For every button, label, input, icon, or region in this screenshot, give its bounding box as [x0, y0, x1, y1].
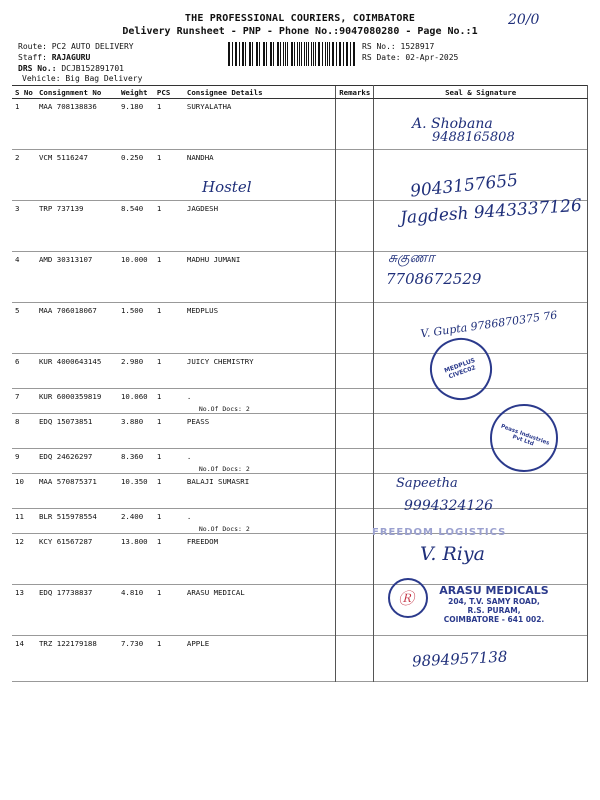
- cell-consignment: [36, 150, 118, 201]
- cell-weight: [118, 414, 154, 449]
- stamp-freedom: FREEDOM LOGISTICS: [372, 527, 507, 538]
- cell-weight: [118, 389, 154, 414]
- cell-weight-text: 1.500: [120, 306, 144, 315]
- header-pcs: PCS: [154, 86, 184, 99]
- header-consignment: Consignment No: [36, 86, 118, 99]
- cell-weight: [118, 585, 154, 636]
- cell-consignee-text: MADHU JUMANI: [186, 255, 241, 264]
- cell-consignee: [184, 99, 336, 150]
- cell-weight-text: 9.180: [120, 102, 144, 111]
- cell-weight: [118, 303, 154, 354]
- drs-value: DCJB152891701: [61, 64, 124, 73]
- stamp-peass: [490, 404, 558, 472]
- cell-sno: [12, 252, 36, 303]
- route-value: PC2 AUTO DELIVERY: [51, 42, 134, 51]
- cell-sno: [12, 585, 36, 636]
- cell-sno: [12, 389, 36, 414]
- cell-sno-text: 8: [15, 417, 20, 426]
- cell-pcs-text: 1: [156, 357, 162, 366]
- docs-count: No.Of Docs: 2: [198, 525, 250, 533]
- cell-pcs: [154, 99, 184, 150]
- cell-consignment-text: EDQ 17738837: [38, 588, 93, 597]
- cell-consignee: [184, 509, 336, 534]
- cell-pcs-text: 1: [156, 588, 162, 597]
- stamp-arasu-logo: [388, 578, 428, 618]
- cell-pcs: [154, 354, 184, 389]
- cell-consignment: [36, 474, 118, 509]
- cell-weight: [118, 474, 154, 509]
- arasu-logo-icon: Ⓡ: [398, 589, 415, 608]
- cell-sno: [12, 354, 36, 389]
- stamp-arasu-line3: COIMBATORE - 641 002.: [443, 615, 545, 624]
- cell-consignee: [184, 636, 336, 682]
- cell-remarks: [336, 201, 374, 252]
- cell-consignee: [184, 252, 336, 303]
- cell-pcs-text: 1: [156, 204, 162, 213]
- consignee-row-2-note: Hostel: [202, 178, 252, 196]
- cell-sno-text: 13: [15, 588, 24, 597]
- cell-consignee: [184, 474, 336, 509]
- cell-consignment: [36, 303, 118, 354]
- cell-remarks: [336, 474, 374, 509]
- staff-value: RAJAGURU: [51, 53, 91, 62]
- cell-weight: [118, 636, 154, 682]
- cell-pcs: [154, 201, 184, 252]
- cell-sno-text: 12: [15, 537, 24, 546]
- cell-remarks: [336, 389, 374, 414]
- cell-consignee-text: .: [186, 452, 192, 461]
- cell-weight: [118, 201, 154, 252]
- signature-row-2-phone: 9043157655: [409, 170, 519, 202]
- cell-sno-text: 7: [15, 392, 20, 401]
- cell-weight: [118, 99, 154, 150]
- cell-consignment: [36, 414, 118, 449]
- header-remarks: Remarks: [336, 86, 374, 99]
- cell-pcs-text: 1: [156, 417, 162, 426]
- cell-sno-text: 11: [15, 512, 24, 521]
- cell-pcs: [154, 449, 184, 474]
- barcode-bar: [304, 42, 305, 66]
- cell-consignment-text: TRZ 122179188: [38, 639, 97, 648]
- stamp-arasu-line1: 204, T.V. SAMY ROAD,: [448, 597, 540, 606]
- cell-weight-text: 10.350: [120, 477, 148, 486]
- cell-weight: [118, 150, 154, 201]
- vehicle-value: Big Bag Delivery: [65, 74, 143, 83]
- cell-sno: [12, 636, 36, 682]
- cell-weight-text: 7.730: [120, 639, 144, 648]
- cell-consignee-text: .: [186, 392, 192, 401]
- staff-line: [18, 52, 90, 63]
- cell-pcs: [154, 509, 184, 534]
- cell-consignee: [184, 303, 336, 354]
- cell-consignee-text: BALAJI SUMASRI: [186, 477, 250, 486]
- cell-remarks: [336, 585, 374, 636]
- cell-consignment-text: BLR 515978554: [38, 512, 97, 521]
- cell-weight-text: 13.800: [120, 537, 148, 546]
- cell-weight: [118, 509, 154, 534]
- cell-consignment-text: KCY 61567287: [38, 537, 93, 546]
- cell-pcs-text: 1: [156, 477, 162, 486]
- cell-consignee: [184, 414, 336, 449]
- cell-weight-text: 2.400: [120, 512, 144, 521]
- cell-weight-text: 8.360: [120, 452, 144, 461]
- stamp-medplus-text: MEDPLUS CIVEC02: [443, 356, 477, 381]
- table-row: [12, 534, 588, 585]
- cell-sno: [12, 449, 36, 474]
- cell-sno: [12, 534, 36, 585]
- cell-consignment-text: TRP 737139: [38, 204, 84, 213]
- signature-row-5: V. Gupta 9786870375 76: [419, 308, 559, 341]
- cell-remarks: [336, 303, 374, 354]
- signature-row-3: Jagdesh 9443337126: [399, 195, 583, 229]
- cell-consignee-text: FREEDOM: [186, 537, 219, 546]
- table-row: [12, 252, 588, 303]
- cell-consignee: [184, 201, 336, 252]
- cell-seal-signature: [374, 449, 588, 474]
- cell-pcs: [154, 636, 184, 682]
- cell-sno: [12, 150, 36, 201]
- cell-remarks: [336, 534, 374, 585]
- cell-pcs-text: 1: [156, 537, 162, 546]
- cell-remarks: [336, 449, 374, 474]
- cell-pcs: [154, 303, 184, 354]
- docs-count: No.Of Docs: 2: [198, 465, 250, 473]
- cell-consignment: [36, 509, 118, 534]
- signature-row-10-name: Sapeetha: [396, 476, 458, 491]
- cell-consignment: [36, 389, 118, 414]
- cell-consignee: [184, 585, 336, 636]
- cell-weight: [118, 449, 154, 474]
- cell-weight: [118, 354, 154, 389]
- cell-pcs: [154, 534, 184, 585]
- cell-remarks: [336, 150, 374, 201]
- cell-weight: [118, 252, 154, 303]
- signature-row-4-phone: 7708672529: [386, 270, 482, 288]
- cell-weight-text: 10.060: [120, 392, 148, 401]
- rs-date-label: RS Date:: [362, 53, 401, 62]
- cell-consignee: [184, 449, 336, 474]
- cell-consignment-text: KUR 6000359819: [38, 392, 102, 401]
- stamp-arasu-name: ARASU MEDICALS: [439, 584, 549, 597]
- cell-consignment-text: AMD 30313107: [38, 255, 93, 264]
- cell-consignee-text: JAGDESH: [186, 204, 219, 213]
- cell-remarks: [336, 636, 374, 682]
- cell-pcs-text: 1: [156, 153, 162, 162]
- cell-consignment-text: EDQ 15073851: [38, 417, 93, 426]
- cell-pcs: [154, 474, 184, 509]
- cell-sno-text: 1: [15, 102, 20, 111]
- barcode-bar: [339, 42, 340, 66]
- cell-consignment: [36, 449, 118, 474]
- cell-weight-text: 3.880: [120, 417, 144, 426]
- table-row: [12, 474, 588, 509]
- cell-consignment: [36, 201, 118, 252]
- cell-consignee: [184, 534, 336, 585]
- cell-weight-text: 8.540: [120, 204, 144, 213]
- cell-remarks: [336, 354, 374, 389]
- cell-sno: [12, 99, 36, 150]
- signature-row-1-name: A. Shobana: [412, 116, 493, 132]
- vehicle-label: Vehicle:: [22, 74, 61, 83]
- table-row: [12, 354, 588, 389]
- cell-consignee-text: MEDPLUS: [186, 306, 219, 315]
- rs-no-line: [362, 41, 434, 52]
- cell-sno: [12, 303, 36, 354]
- barcode-bar: [319, 42, 320, 66]
- cell-consignment: [36, 534, 118, 585]
- vehicle-line: [22, 73, 142, 84]
- runsheet-subtitle: Delivery Runsheet - PNP - Phone No.:9047080280 - Page No.:1: [122, 26, 478, 37]
- barcode-bar: [252, 42, 253, 66]
- cell-pcs: [154, 252, 184, 303]
- signature-row-14: 9894957138: [411, 647, 508, 671]
- cell-weight-text: 2.980: [120, 357, 144, 366]
- cell-weight: [118, 534, 154, 585]
- cell-pcs-text: 1: [156, 512, 162, 521]
- cell-pcs: [154, 414, 184, 449]
- cell-consignment-text: VCM 5116247: [38, 153, 88, 162]
- barcode-bar: [270, 42, 271, 66]
- header-seal-signature: Seal & Signature: [374, 86, 588, 99]
- staff-label: Staff:: [18, 53, 47, 62]
- cell-remarks: [336, 414, 374, 449]
- cell-sno-text: 4: [15, 255, 20, 264]
- cell-consignment: [36, 585, 118, 636]
- route-label: Route:: [18, 42, 47, 51]
- cell-remarks: [336, 252, 374, 303]
- stamp-peass-text: Peass Industries Pvt Ltd: [499, 423, 551, 448]
- cell-sno-text: 2: [15, 153, 20, 162]
- cell-remarks: [336, 509, 374, 534]
- cell-remarks: [336, 99, 374, 150]
- rs-no-value: 1528917: [400, 42, 435, 51]
- cell-weight-text: 0.250: [120, 153, 144, 162]
- drs-label: DRS No.:: [18, 64, 57, 73]
- cell-weight-text: 10.000: [120, 255, 148, 264]
- table-row: [12, 389, 588, 414]
- cell-consignee-text: PEASS: [186, 417, 210, 426]
- docs-count: No.Of Docs: 2: [198, 405, 250, 413]
- cell-pcs-text: 1: [156, 452, 162, 461]
- stamp-arasu-line2: R.S. PURAM,: [467, 606, 521, 615]
- header-sno: S No: [12, 86, 36, 99]
- cell-pcs: [154, 389, 184, 414]
- cell-pcs-text: 1: [156, 255, 162, 264]
- header-weight: Weight: [118, 86, 154, 99]
- cell-weight-text: 4.810: [120, 588, 144, 597]
- cell-consignment: [36, 252, 118, 303]
- cell-consignee-text: JUICY CHEMISTRY: [186, 357, 254, 366]
- cell-consignment-text: MAA 708138836: [38, 102, 97, 111]
- cell-consignee-text: ARASU MEDICAL: [186, 588, 245, 597]
- cell-consignee-text: .: [186, 512, 192, 521]
- header-consignee: Consignee Details: [184, 86, 336, 99]
- barcode: [228, 42, 356, 66]
- cell-sno: [12, 509, 36, 534]
- cell-consignment: [36, 99, 118, 150]
- cell-sno: [12, 201, 36, 252]
- cell-consignment-text: KUR 4000643145: [38, 357, 102, 366]
- company-title: THE PROFESSIONAL COURIERS, COIMBATORE: [184, 13, 416, 24]
- table-header-row: [12, 86, 588, 99]
- stamp-arasu-medicals: [424, 584, 564, 624]
- cell-pcs-text: 1: [156, 392, 162, 401]
- cell-pcs: [154, 585, 184, 636]
- cell-sno-text: 10: [15, 477, 24, 486]
- cell-pcs: [154, 150, 184, 201]
- cell-consignee: [184, 354, 336, 389]
- cell-consignment: [36, 354, 118, 389]
- cell-pcs-text: 1: [156, 306, 162, 315]
- cell-pcs-text: 1: [156, 639, 162, 648]
- cell-consignee-text: APPLE: [186, 639, 210, 648]
- cell-sno-text: 6: [15, 357, 20, 366]
- cell-sno-text: 9: [15, 452, 20, 461]
- cell-consignee-text: NANDHA: [186, 153, 214, 162]
- cell-sno: [12, 474, 36, 509]
- cell-consignee: [184, 389, 336, 414]
- cell-pcs-text: 1: [156, 102, 162, 111]
- barcode-bar: [236, 42, 237, 66]
- handwritten-page-annotation: 20/0: [508, 12, 540, 28]
- cell-consignee-text: SURYALATHA: [186, 102, 232, 111]
- signature-row-12: V. Riya: [420, 543, 485, 565]
- signature-row-1-phone: 9488165808: [432, 130, 515, 145]
- cell-consignment-text: EDQ 24626297: [38, 452, 93, 461]
- rs-date-line: [362, 52, 458, 63]
- cell-consignment-text: MAA 706018067: [38, 306, 97, 315]
- route-line: [18, 41, 134, 52]
- signature-row-10-phone: 9994324126: [404, 498, 494, 514]
- cell-sno-text: 5: [15, 306, 20, 315]
- cell-consignment: [36, 636, 118, 682]
- cell-sno: [12, 414, 36, 449]
- cell-consignment-text: MAA 570875371: [38, 477, 97, 486]
- cell-sno-text: 14: [15, 639, 24, 648]
- cell-sno-text: 3: [15, 204, 20, 213]
- rs-no-label: RS No.:: [362, 42, 396, 51]
- rs-date-value: 02-Apr-2025: [405, 53, 459, 62]
- signature-row-4-name: சுகுணா: [388, 250, 435, 266]
- barcode-bar: [285, 42, 286, 66]
